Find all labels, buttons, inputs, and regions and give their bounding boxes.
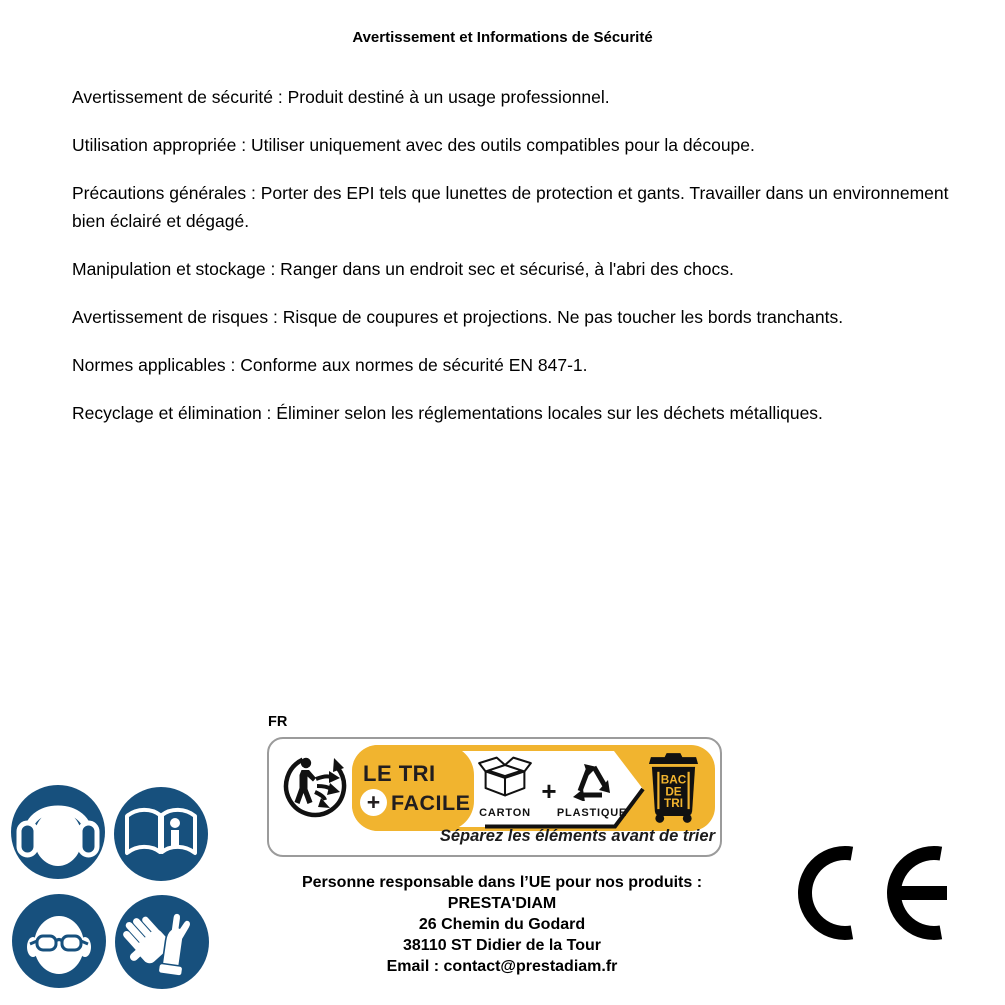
bin-text-de: DE: [665, 785, 682, 799]
wear-eye-protection-icon: [9, 891, 109, 991]
paragraph-safety-warning: Avertissement de sécurité : Produit destiné à un usage professionnel.: [72, 87, 610, 107]
wear-ear-protection-icon: [8, 782, 108, 882]
responsible-intro: Personne responsable dans l’UE pour nos produits :: [301, 874, 703, 891]
address-city: 38110 ST Didier de la Tour: [403, 937, 601, 954]
responsible-person-block: [252, 872, 752, 977]
sorting-footnote: Séparez les éléments avant de trier: [439, 827, 715, 845]
page-title: Avertissement et Informations de Sécurité: [352, 29, 653, 46]
ce-marking-icon: [795, 843, 955, 948]
address-street: 26 Chemin du Godard: [418, 916, 586, 933]
paragraph-standards: Normes applicables : Conforme aux normes de sécurité EN 847-1.: [72, 354, 588, 375]
paragraph-general-precautions: Précautions générales : Porter des EPI tels que lunettes de protection et gants. Travailler dans un environnement bien éclairé et dégagé.: [72, 183, 949, 231]
sorting-bin-icon: [647, 753, 700, 824]
plus-separator: +: [541, 776, 557, 806]
plastique-label: PLASTIQUE: [556, 807, 628, 819]
paragraph-recycling: Recyclage et élimination : Éliminer selon les réglementations locales sur les déchets métalliques.: [72, 402, 823, 423]
le-tri-facile-pill: [352, 745, 474, 831]
safety-paragraphs: [72, 84, 967, 448]
carton-label: CARTON: [479, 807, 531, 819]
paragraph-risk-warning: Avertissement de risques : Risque de coupures et projections. Ne pas toucher les bords tranchants.: [72, 306, 844, 327]
paragraph-appropriate-use: Utilisation appropriée : Utiliser uniquement avec des outils compatibles pour la découpe.: [72, 135, 755, 155]
facile-text: FACILE: [391, 791, 471, 815]
contact-email: Email : contact@prestadiam.fr: [386, 958, 618, 975]
paragraph-handling-storage: Manipulation et stockage : Ranger dans un endroit sec et sécurisé, à l'abri des chocs.: [72, 258, 734, 279]
company-name: PRESTA'DIAM: [447, 895, 557, 912]
le-tri-text: LE TRI: [363, 761, 436, 786]
bin-text-tri: TRI: [664, 797, 683, 811]
read-instruction-manual-icon: [111, 784, 211, 884]
tri-facile-band: [352, 745, 715, 831]
fr-country-tag: FR: [268, 714, 288, 730]
triman-icon: [281, 746, 349, 824]
bin-text-bac: BAC: [660, 773, 687, 787]
carton-box-icon: [477, 753, 533, 801]
recycling-triangle-icon: [567, 755, 617, 801]
wear-protective-gloves-icon: [112, 892, 212, 992]
plus-circle-icon: +: [360, 789, 387, 816]
recycling-sorting-label: [267, 737, 722, 857]
